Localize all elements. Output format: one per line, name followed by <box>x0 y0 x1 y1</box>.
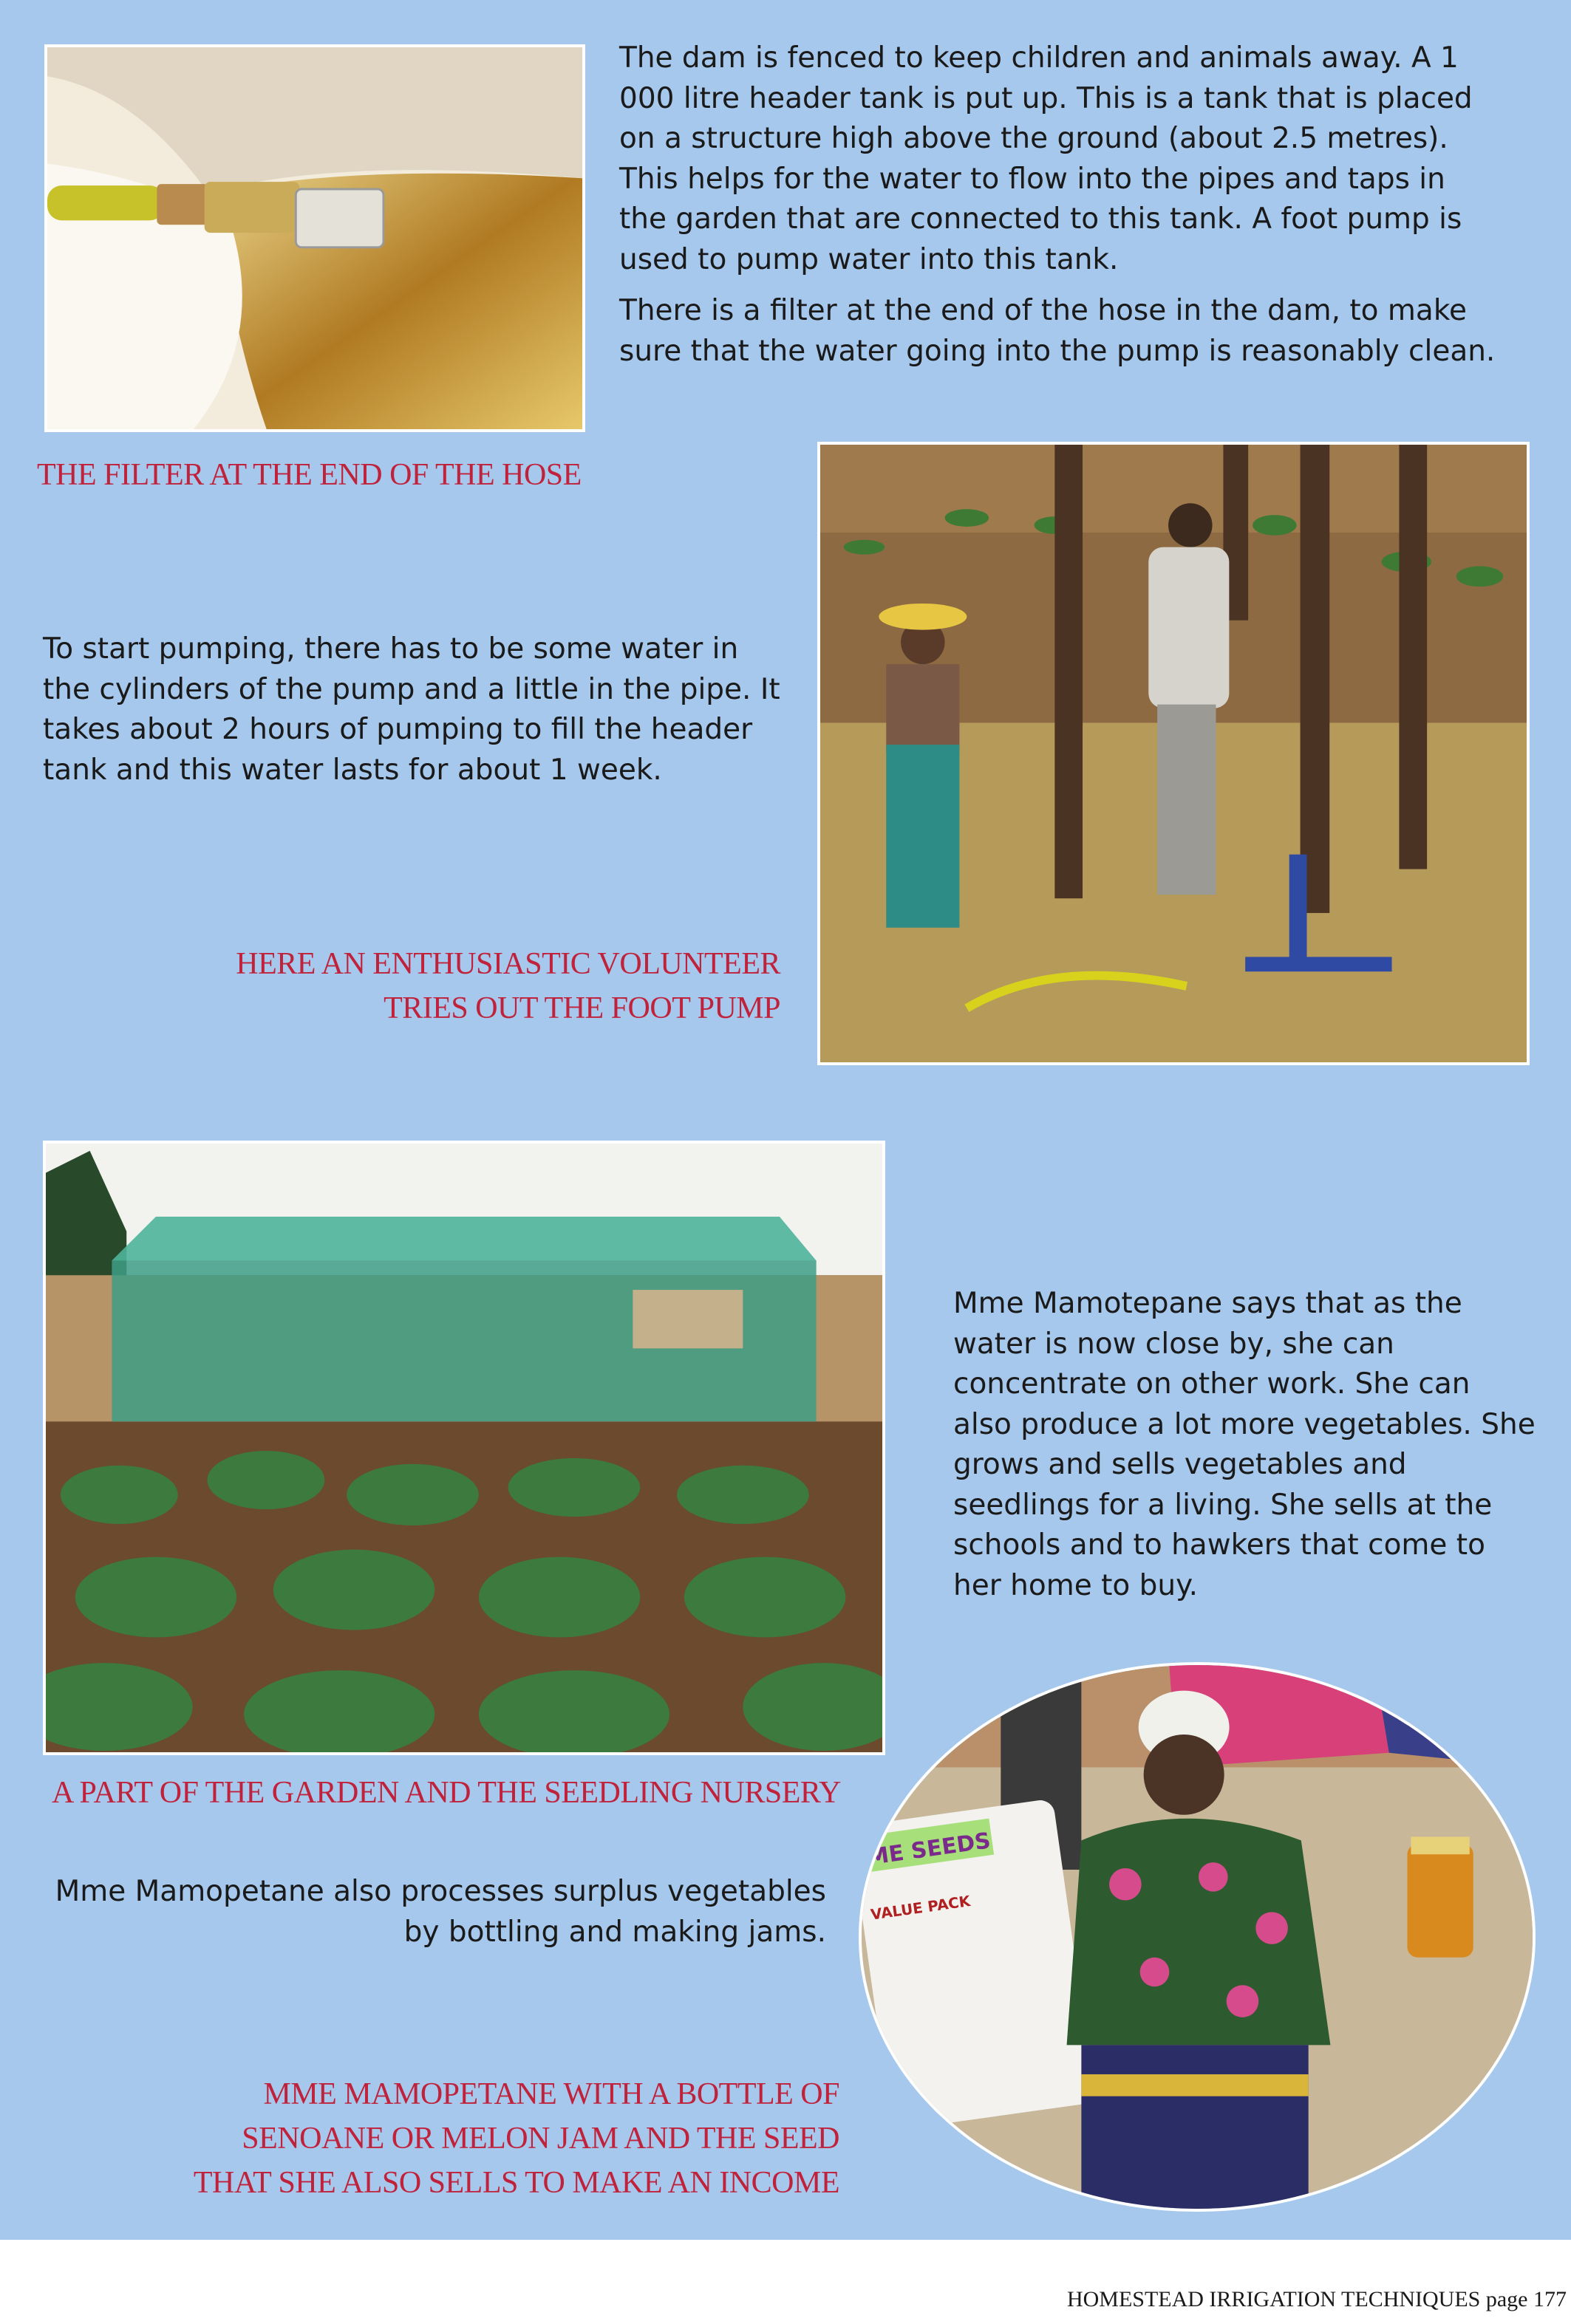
filter-caption: THE FILTER AT THE END OF THE HOSE <box>37 458 582 492</box>
processing-paragraph: Mme Mamopetane also processes surplus vegetables by bottling and making jams. <box>55 1875 826 1949</box>
filter-paragraph: There is a filter at the end of the hose in the dam, to make sure that the water going into the pump is reasonably clean. <box>619 294 1496 368</box>
jam-caption-line1: MME MAMOPETANE WITH A BOTTLE OF <box>263 2077 839 2111</box>
mamotepane-paragraph: Mme Mamotepane says that as the water is now close by, she can concentrate on other work. She can also produce a lot more vegetables. She grows and sells vegetables and seedlings for a living. She sells at the schools and to hawkers that come to her home to buy. <box>953 1287 1536 1602</box>
seed-sign-text: ME SEEDS <box>865 1828 992 1871</box>
foot-pump-photo <box>817 442 1530 1065</box>
jam-caption-line2: SENOANE OR MELON JAM AND THE SEED <box>242 2122 839 2156</box>
garden-caption: A PART OF THE GARDEN AND THE SEEDLING NURSERY <box>52 1776 841 1810</box>
value-pack-text: VALUE PACK <box>869 1893 972 1924</box>
jam-caption-line3: THAT SHE ALSO SELLS TO MAKE AN INCOME <box>193 2166 839 2200</box>
page-footer: HOMESTEAD IRRIGATION TECHNIQUES page 177 <box>1066 2287 1567 2311</box>
jam-portrait-photo <box>859 1662 1536 2212</box>
dam-fence-paragraph: The dam is fenced to keep children and animals away. A 1 000 litre header tank is put up. This is a tank that is placed on a structure high above the ground (about 2.5 metres). This helps for the water to flow into the pipes and taps in the garden that are connected to this tank. A foot pump is used to pump water into this tank. <box>619 41 1473 276</box>
volunteer-caption-line1: HERE AN ENTHUSIASTIC VOLUNTEER <box>236 947 780 981</box>
filter-hose-photo <box>44 44 585 432</box>
garden-nursery-photo <box>43 1141 885 1755</box>
volunteer-caption-line2: TRIES OUT THE FOOT PUMP <box>384 991 780 1025</box>
pumping-paragraph: To start pumping, there has to be some water in the cylinders of the pump and a little in the pipe. It takes about 2 hours of pumping to fill the header tank and this water lasts for about 1 week. <box>43 632 780 787</box>
